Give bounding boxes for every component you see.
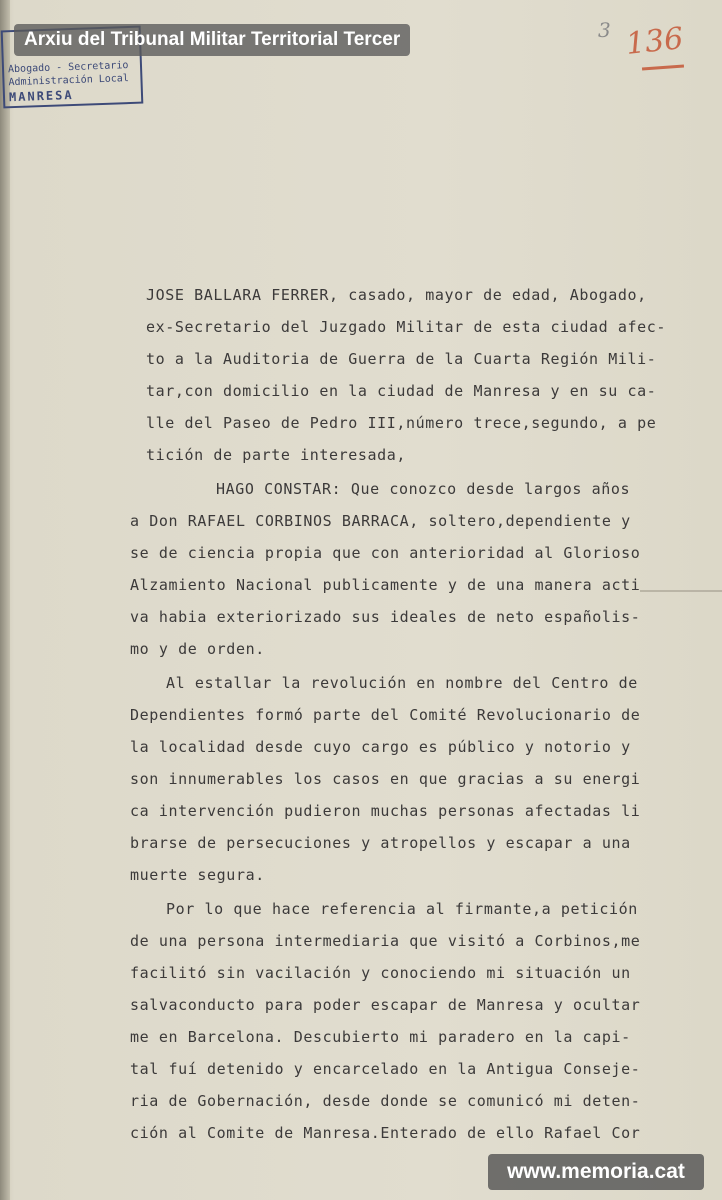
archive-title: Arxiu del Tribunal Militar Territorial Tercer: [14, 24, 410, 56]
text-line: Alzamiento Nacional publicamente y de una manera acti: [130, 576, 641, 594]
text-line: ria de Gobernación, desde donde se comunicó mi deten-: [130, 1092, 641, 1110]
text-line: Por lo que hace referencia al firmante,a petición: [166, 900, 638, 918]
text-line: son innumerables los casos en que gracias a su energi: [130, 770, 641, 788]
folio-small-number: 3: [598, 18, 611, 42]
stamp-line-3: MANRESA: [8, 87, 74, 105]
text-line: muerte segura.: [130, 866, 265, 884]
text-line: brarse de persecuciones y atropellos y escapar a una: [130, 834, 631, 852]
text-line: HAGO CONSTAR: Que conozco desde largos años: [216, 480, 631, 498]
text-line: se de ciencia propia que con anterioridad al Glorioso: [130, 544, 641, 562]
text-line: ex-Secretario del Juzgado Militar de esta ciudad afec-: [146, 318, 667, 336]
text-line: Al estallar la revolución en nombre del Centro de: [166, 674, 638, 692]
stamp-line-2: Administración Local: [8, 73, 130, 89]
stamp-line-1: Abogado - Secretario: [7, 60, 129, 76]
text-line: ca intervención pudieron muchas personas afectadas li: [130, 802, 641, 820]
text-line: tición de parte interesada,: [146, 446, 407, 464]
memoria-watermark: www.memoria.cat: [488, 1154, 704, 1190]
text-line: mo y de orden.: [130, 640, 265, 658]
text-line: salvaconducto para poder escapar de Manresa y ocultar: [130, 996, 641, 1014]
text-line: a Don RAFAEL CORBINOS BARRACA, soltero,dependiente y: [130, 512, 631, 530]
text-line: JOSE BALLARA FERRER, casado, mayor de edad, Abogado,: [146, 286, 647, 304]
text-line: to a la Auditoria de Guerra de la Cuarta Región Mili-: [146, 350, 657, 368]
text-line: Dependientes formó parte del Comité Revolucionario de: [130, 706, 641, 724]
text-line: ción al Comite de Manresa.Enterado de ello Rafael Cor: [130, 1124, 641, 1142]
text-line: lle del Paseo de Pedro III,número trece,segundo, a pe: [146, 414, 657, 432]
text-line: tal fuí detenido y encarcelado en la Antigua Conseje-: [130, 1060, 641, 1078]
text-line: facilitó sin vacilación y conociendo mi situación un: [130, 964, 631, 982]
text-line: tar,con domicilio en la ciudad de Manresa y en su ca-: [146, 382, 657, 400]
text-line: me en Barcelona. Descubierto mi paradero en la capi-: [130, 1028, 631, 1046]
text-line: va habia exteriorizado sus ideales de neto españolis-: [130, 608, 641, 626]
folio-number: 136: [624, 21, 685, 62]
text-line: la localidad desde cuyo cargo es público y notorio y: [130, 738, 631, 756]
text-line: de una persona intermediaria que visitó a Corbinos,me: [130, 932, 641, 950]
